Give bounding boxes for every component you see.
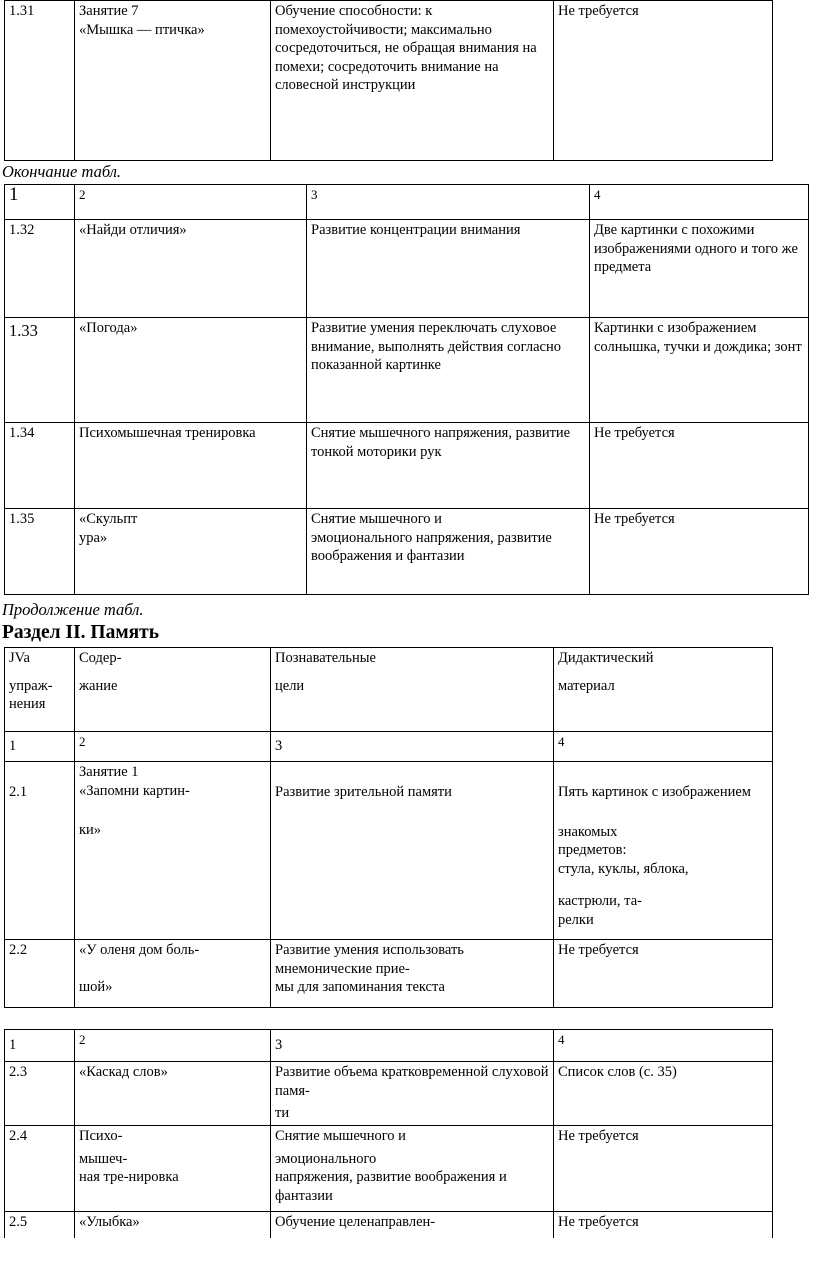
cell-goal-line: Развитие объема кратковременной слуховой памя- [275, 1064, 549, 1099]
table-attention-end [4, 184, 809, 595]
cell-material-line: кастрюли, та- [558, 893, 642, 909]
table-memory [4, 647, 773, 1008]
table-row [5, 940, 773, 1008]
cell-name-line: «Скульпт [79, 511, 138, 527]
cell-material: Не требуется [554, 1212, 773, 1238]
table-row [5, 1062, 773, 1126]
cell-number: 2.3 [5, 1062, 75, 1126]
cell-material-line: Пять картинок с изображением [558, 784, 751, 800]
header-line: жание [79, 677, 118, 694]
number-cell: 4 [554, 1030, 773, 1062]
cell-name: «Каскад слов» [75, 1062, 271, 1126]
header-cell: 4 [590, 185, 809, 220]
header-line: JVa [9, 650, 30, 666]
header-line: Дидактический [558, 650, 654, 666]
cell-goal: Обучение целенаправлен- [271, 1212, 554, 1238]
cell-goal-line: мы для запоминания текста [275, 979, 445, 995]
cell-goal-line: ти [275, 1105, 290, 1121]
cell-material: Не требуется [590, 423, 809, 509]
cell-material: Список слов (с. 35) [554, 1062, 773, 1126]
cell-material: Не требуется [554, 1126, 773, 1212]
cell-material: Не требуется [554, 940, 773, 1008]
cell-name: «Погода» [75, 318, 307, 423]
table-number-row [5, 732, 773, 762]
cell-goal [307, 509, 590, 595]
cell-name-line: «Мышка — птичка» [79, 21, 205, 38]
cell-name-line: Психо- [79, 1128, 123, 1144]
cell-name [75, 509, 307, 595]
cell-goal-line: Снятие мышечного и [275, 1128, 406, 1144]
header-cell-material [554, 648, 773, 732]
header-cell-number [5, 648, 75, 732]
cell-goal [271, 1126, 554, 1212]
cell-number: 2.2 [5, 940, 75, 1008]
table-row [5, 1126, 773, 1212]
header-line: Познавательные [275, 650, 376, 666]
table-caption-continued: Продолжение табл. [2, 600, 144, 619]
table-header-row [5, 648, 773, 732]
table-row [5, 1212, 773, 1238]
table-row [5, 423, 809, 509]
cell-number: 2.5 [5, 1212, 75, 1238]
cell-number: 2.4 [5, 1126, 75, 1212]
header-line: материал [558, 677, 615, 694]
cell-goal: Развитие концентрации внимания [307, 220, 590, 318]
cell-name: Психомышечная тренировка [75, 423, 307, 509]
cell-goal-line: Снятие мышечного и [311, 511, 442, 527]
cell-material: Не требуется [590, 509, 809, 595]
cell-material-line: релки [558, 911, 594, 928]
cell-name-line: «Запомни картин- [79, 782, 190, 799]
header-cell: 1 [5, 185, 75, 220]
number-cell: 2 [75, 732, 271, 762]
cell-name: «Улыбка» [75, 1212, 271, 1238]
cell-name [75, 1, 271, 161]
table-memory-continued [4, 1029, 773, 1238]
cell-goal: Развитие зрительной памяти [271, 762, 554, 940]
cell-goal-line: Развитие умения использовать мнемонические прие- [275, 942, 464, 977]
header-cell-content [75, 648, 271, 732]
table-header-row [5, 185, 809, 220]
cell-goal: Снятие мышечного напряжения, развитие тонкой моторики рук [307, 423, 590, 509]
cell-goal-line: эмоционального [275, 1150, 377, 1167]
cell-material: Картинки с изображением солнышка, тучки и дождика; зонт [590, 318, 809, 423]
section-title: Раздел II. Память [2, 622, 160, 643]
cell-name [75, 1126, 271, 1212]
cell-goal: Развитие умения переключать слуховое внимание, выполнять действия согласно показанной картинке [307, 318, 590, 423]
cell-goal-line: напряжения, развитие воображения и фантазии [275, 1169, 507, 1204]
table-caption-end: Окончание табл. [2, 162, 122, 181]
cell-material: Не требуется [554, 1, 773, 161]
number-cell: 1 [5, 1030, 75, 1062]
header-line: Содер- [79, 650, 122, 666]
cell-number: 2.1 [5, 762, 75, 940]
cell-name [75, 762, 271, 940]
cell-number: 1.33 [5, 318, 75, 423]
cell-number: 1.34 [5, 423, 75, 509]
cell-material: Две картинки с похожими изображениями одного и того же предмета [590, 220, 809, 318]
table-row [5, 220, 809, 318]
cell-name-line: ура» [79, 529, 108, 546]
cell-goal: Обучение способности: к помехоустойчивости; максимально сосредоточиться, не обращая внимания на помехи; сосредоточить внимание на словесной инструкции [271, 1, 554, 161]
cell-name-line: ная тре-нировка [79, 1169, 179, 1185]
cell-name-line: ки» [79, 822, 102, 838]
cell-name-line: Занятие 7 [79, 3, 139, 19]
header-line: нения [9, 696, 46, 712]
header-cell: 3 [307, 185, 590, 220]
table-row [5, 509, 809, 595]
cell-material-line: стула, куклы, яблока, [558, 860, 689, 877]
table-row [5, 318, 809, 423]
table-row [5, 1, 773, 161]
header-line: цели [275, 677, 305, 694]
cell-goal [271, 940, 554, 1008]
cell-name-line: мышеч- [79, 1150, 128, 1167]
header-cell: 2 [75, 185, 307, 220]
number-cell: 4 [554, 732, 773, 762]
cell-name [75, 940, 271, 1008]
cell-number: 1.31 [5, 1, 75, 161]
table-number-row [5, 1030, 773, 1062]
cell-goal-line: эмоционального напряжения, развитие воображения и фантазии [311, 529, 552, 564]
header-line: упраж- [9, 677, 53, 694]
header-cell-goals [271, 648, 554, 732]
cell-number: 1.32 [5, 220, 75, 318]
cell-name-line: «У оленя дом боль- [79, 942, 200, 958]
cell-material [554, 762, 773, 940]
number-cell: 3 [271, 1030, 554, 1062]
cell-material-line: предметов: [558, 842, 627, 858]
number-cell: 1 [5, 732, 75, 762]
cell-number: 1.35 [5, 509, 75, 595]
table-attention-top [4, 0, 773, 161]
cell-name-line: Занятие 1 [79, 764, 139, 780]
number-cell: 3 [271, 732, 554, 762]
cell-material-line: знакомых [558, 823, 618, 840]
table-row [5, 762, 773, 940]
cell-name-line: шой» [79, 978, 113, 995]
cell-name: «Найди отличия» [75, 220, 307, 318]
cell-goal [271, 1062, 554, 1126]
number-cell: 2 [75, 1030, 271, 1062]
